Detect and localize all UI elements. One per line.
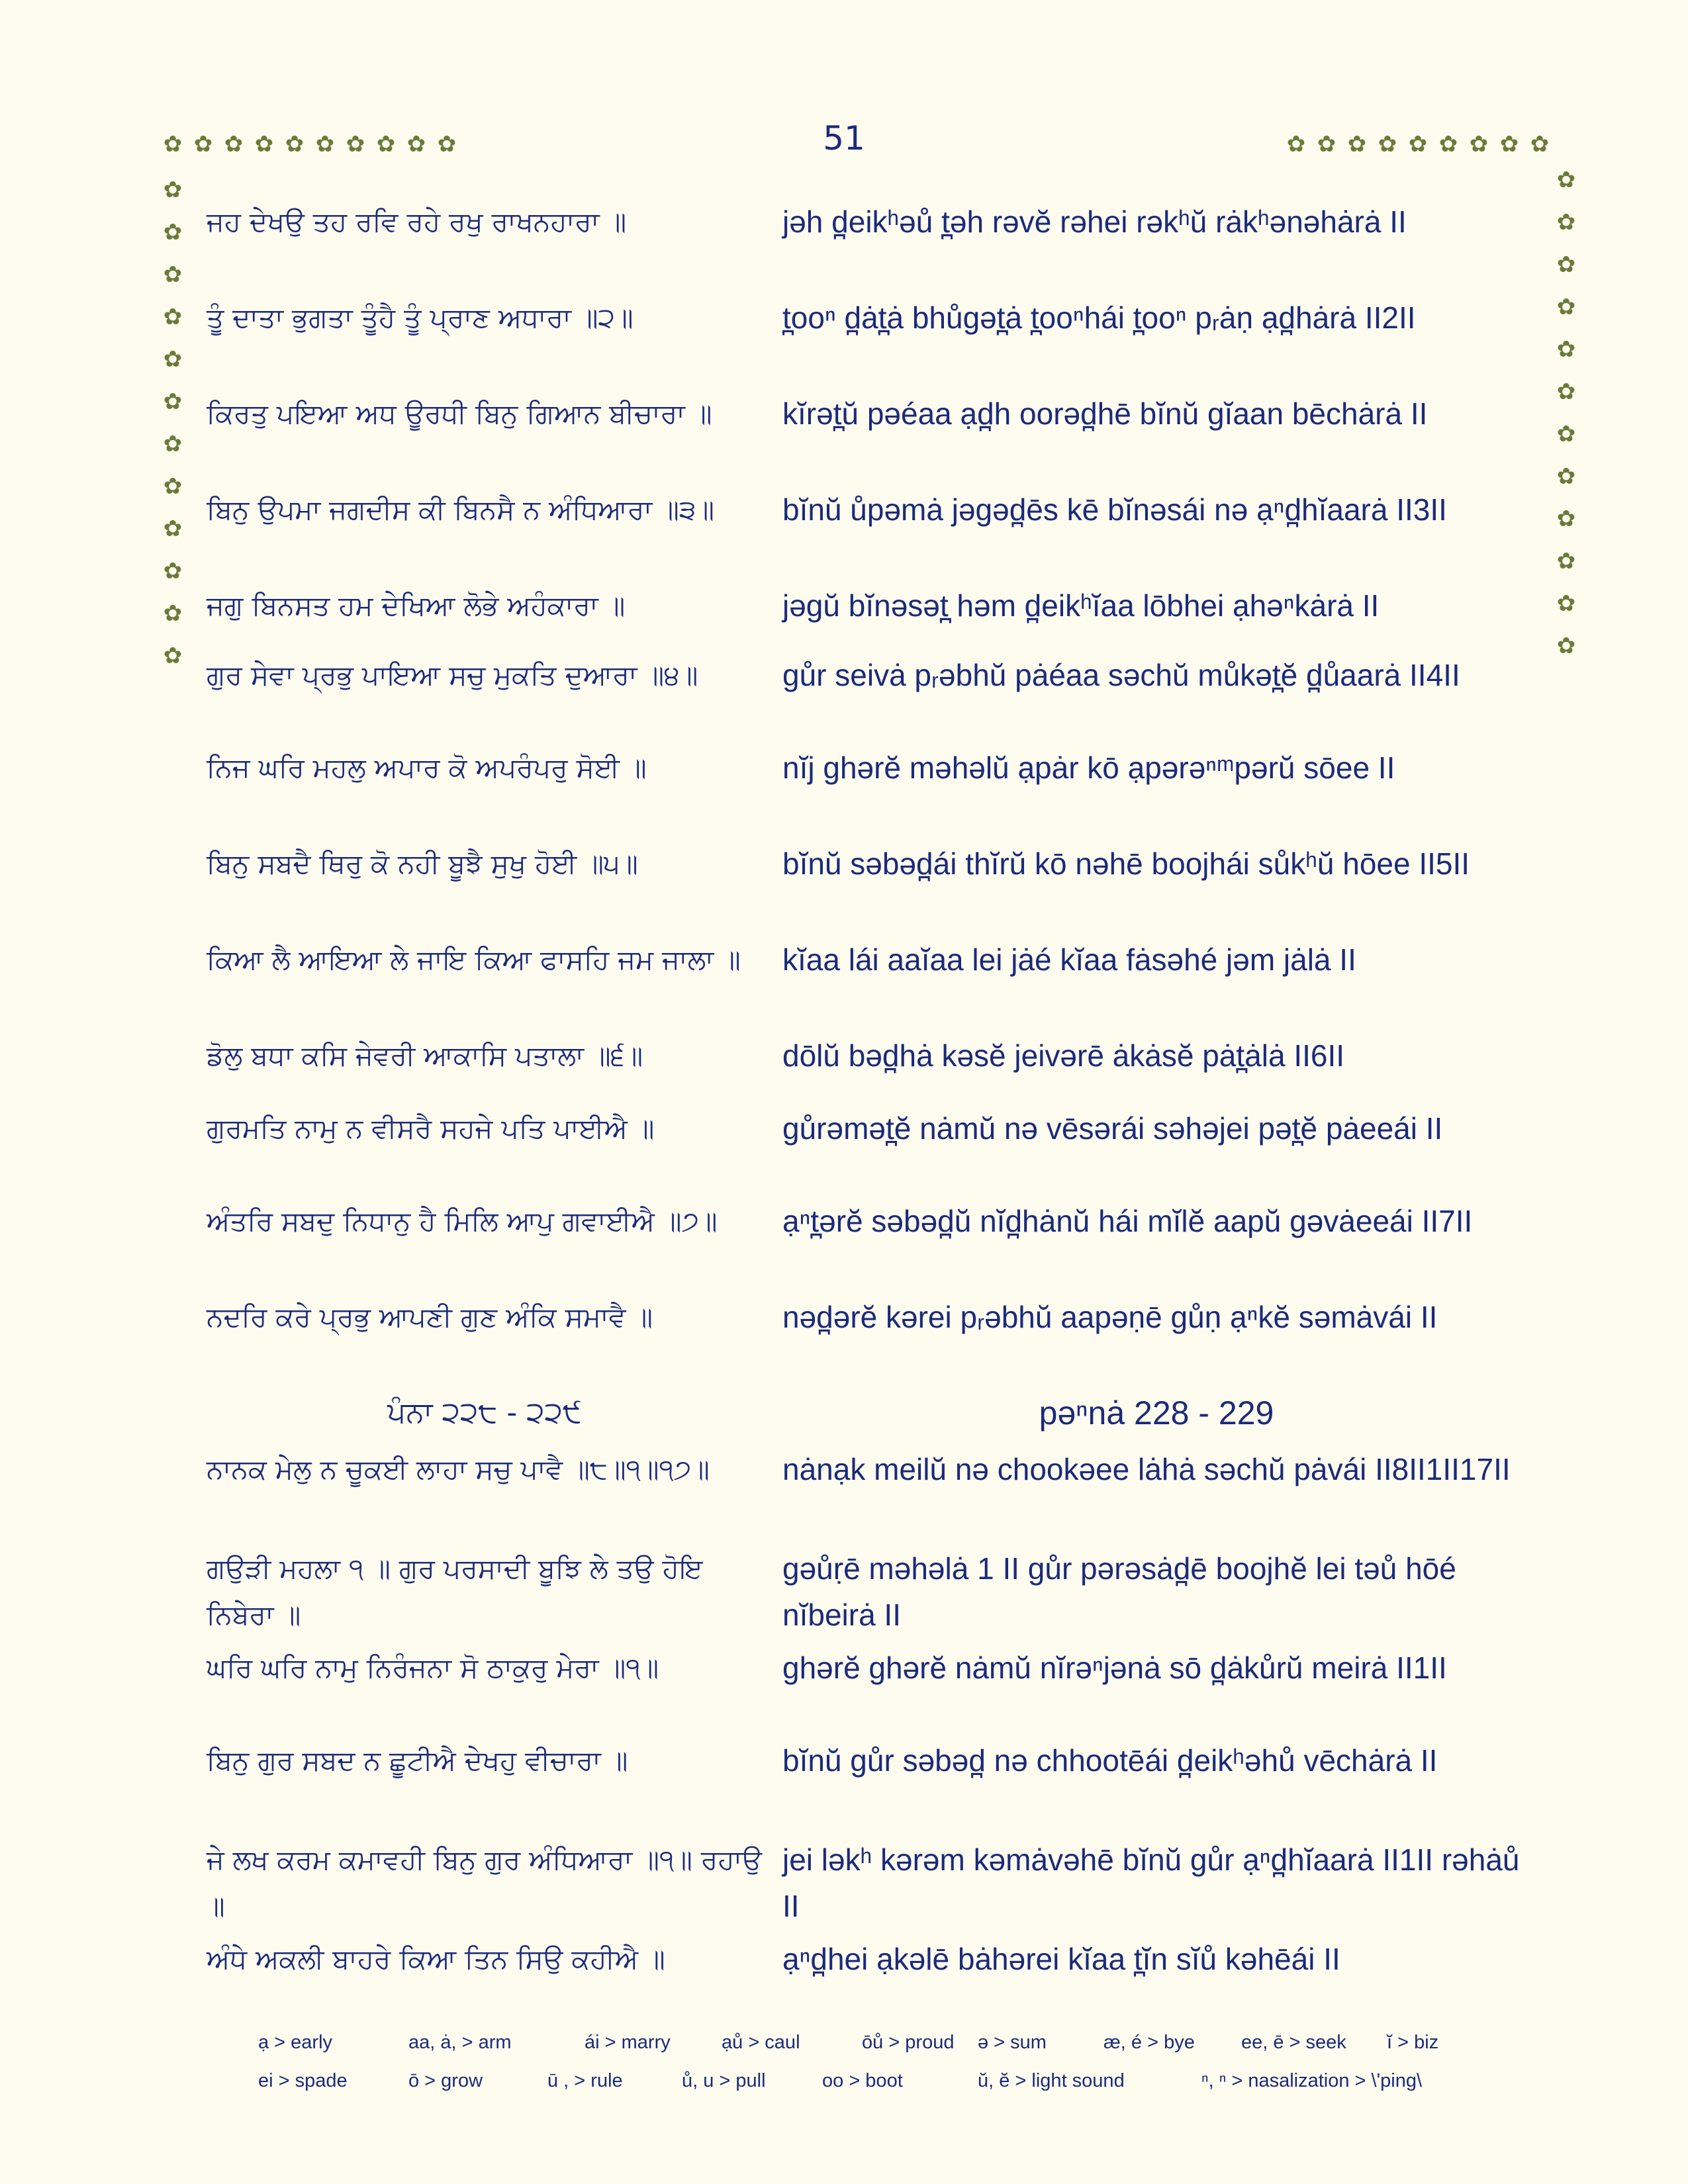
flower-icon: ✿: [346, 131, 365, 158]
ornament-left-column: [158, 169, 188, 677]
flower-icon: ✿: [193, 131, 213, 158]
page-number: 51: [823, 119, 865, 158]
flower-icon: ✿: [163, 558, 183, 584]
gurmukhi-line: ਜੇ ਲਖ ਕਰਮ ਕਮਾਵਹੀ ਬਿਨੁ ਗੁਰ ਅੰਧਿਆਰਾ ॥੧॥ ਰਹਾਉ ॥: [207, 1844, 762, 1922]
ornament-top-right: [1281, 129, 1555, 159]
flower-icon: ✿: [163, 600, 183, 627]
flower-icon: ✿: [406, 131, 426, 158]
flower-icon: ✿: [315, 131, 335, 158]
flower-icon: ✿: [376, 131, 396, 158]
transliteration-line: ạⁿd̪hei ạkəlē bȧhərei kĭaa t̪ĭn sĭů kəhēái II: [782, 1942, 1340, 1976]
pronunciation-legend: [258, 2032, 1489, 2109]
transliteration-line: nĭj ghərĕ məhəlŭ ạpȧr kō ạpərəⁿᵐpərŭ sōee II: [782, 751, 1395, 785]
legend-item: ŭ, ĕ > light sound: [978, 2070, 1125, 2091]
flower-icon: ✿: [1556, 209, 1576, 236]
legend-item: ei > spade: [258, 2070, 348, 2091]
flower-icon: ✿: [1530, 131, 1550, 158]
flower-icon: ✿: [163, 346, 183, 373]
gurmukhi-line: ਘਰਿ ਘਰਿ ਨਾਮੁ ਨਿਰੰਜਨਾ ਸੋ ਠਾਕੁਰੁ ਮੇਰਾ ॥੧॥: [207, 1652, 659, 1684]
transliteration-line: kĭaa lái aaĭaa lei jȧé kĭaa fȧsəhé jəm jȧlȧ II: [782, 942, 1356, 977]
flower-icon: ✿: [1286, 131, 1306, 158]
legend-item: ū , > rule: [547, 2070, 623, 2091]
gurmukhi-line: ਡੋਲੁ ਬਧਾ ਕਸਿ ਜੇਵਰੀ ਆਕਾਸਿ ਪਤਾਲਾ ॥੬॥: [207, 1040, 643, 1071]
gurmukhi-line: ਬਿਨੁ ਸਬਦੈ ਥਿਰੁ ਕੋ ਨਹੀ ਬੂਝੈ ਸੁਖੁ ਹੋਈ ॥੫॥: [207, 848, 638, 880]
flower-icon: ✿: [163, 131, 183, 158]
flower-icon: ✿: [163, 643, 183, 669]
legend-item: ōů > proud: [862, 2032, 955, 2053]
legend-item: ạ > early: [258, 2032, 333, 2053]
flower-icon: ✿: [1556, 294, 1576, 320]
transliteration-line: dōlŭ bəd̪hȧ kəsĕ jeivərē ȧkȧsĕ pȧt̪ȧlȧ II6II: [782, 1038, 1345, 1073]
flower-icon: ✿: [163, 516, 183, 542]
flower-icon: ✿: [1556, 463, 1576, 490]
transliteration-line: jəgŭ bĭnəsət̪ həm d̪eikʰĭaa lōbhei ạhəⁿkȧrȧ II: [782, 588, 1380, 623]
transliteration-line: bĭnŭ səbəd̪ái thĭrŭ kō nəhē boojhái sůkʰŭ hōee II5II: [782, 846, 1470, 881]
transliteration-line: t̪ooⁿ d̪ȧt̪ȧ bhůgət̪ȧ t̪ooⁿhái t̪ooⁿ pᵣȧṇ ạd̪hȧrȧ II2II: [782, 300, 1416, 335]
flower-icon: ✿: [1556, 421, 1576, 447]
gurmukhi-line: ਤੂੰ ਦਾਤਾ ਭੁਗਤਾ ਤੂੰਹੈ ਤੂੰ ਪ੍ਰਾਣ ਅਧਾਰਾ ॥੨॥: [207, 302, 633, 334]
legend-row: [258, 2032, 1489, 2070]
flower-icon: ✿: [163, 261, 183, 288]
gurmukhi-line: ਕਿਰਤੁ ਪਇਆ ਅਧ ਊਰਧੀ ਬਿਨੁ ਗਿਆਨ ਬੀਚਾਰਾ ॥: [207, 398, 712, 430]
flower-icon: ✿: [1378, 131, 1397, 158]
transliteration-line: kĭrət̪ŭ pəéaa ạd̪h oorəd̪hē bĭnŭ gĭaan bēchȧrȧ II: [782, 396, 1428, 431]
flower-icon: ✿: [437, 131, 457, 158]
transliteration-line: gůrəmət̪ĕ nȧmŭ nə vēsərái səhəjei pət̪ĕ pȧeeái II: [782, 1111, 1443, 1146]
legend-item: æ, é > bye: [1103, 2032, 1195, 2053]
page-reference-gurmukhi: ਪੰਨਾ ੨੨੮ - ੨੨੯: [387, 1396, 582, 1430]
flower-icon: ✿: [1408, 131, 1428, 158]
transliteration-line: bĭnŭ gůr səbəd̪ nə chhootēái d̪eikʰəhů vēchȧrȧ II: [782, 1743, 1438, 1778]
flower-icon: ✿: [1317, 131, 1336, 158]
flower-icon: ✿: [1438, 131, 1458, 158]
gurmukhi-line: ਜਹ ਦੇਖਉ ਤਹ ਰਵਿ ਰਹੇ ਰਖੁ ਰਾਖਨਹਾਰਾ ॥: [207, 206, 627, 238]
gurmukhi-line: ਬਿਨੁ ਉਪਮਾ ਜਗਦੀਸ ਕੀ ਬਿਨਸੈ ਨ ਅੰਧਿਆਰਾ ॥੩॥: [207, 494, 714, 525]
flower-icon: ✿: [1556, 590, 1576, 617]
flower-icon: ✿: [1556, 251, 1576, 278]
gurmukhi-line: ਬਿਨੁ ਗੁਰ ਸਬਦ ਨ ਛੂਟੀਐ ਦੇਖਹੁ ਵੀਚਾਰਾ ॥: [207, 1745, 628, 1776]
legend-item: ái > marry: [585, 2032, 671, 2053]
legend-item: ə > sum: [978, 2032, 1047, 2053]
flower-icon: ✿: [1556, 548, 1576, 574]
flower-icon: ✿: [163, 473, 183, 500]
gurmukhi-line: ਗੁਰ ਸੇਵਾ ਪ੍ਰਭੁ ਪਾਇਆ ਸਚੁ ਮੁਕਤਿ ਦੁਆਰਾ ॥੪॥: [207, 659, 698, 691]
flower-icon: ✿: [1556, 167, 1576, 193]
flower-icon: ✿: [163, 219, 183, 246]
transliteration-line: nȧnạk meilŭ nə chookəee lȧhȧ səchŭ pȧvái II8II1II17II: [782, 1452, 1511, 1486]
ornament-top-left: [158, 129, 462, 159]
flower-icon: ✿: [1556, 379, 1576, 405]
legend-item: ee, ē > seek: [1241, 2032, 1346, 2053]
transliteration-line: ạⁿt̪ərĕ səbəd̪ŭ nĭd̪hȧnŭ hái mĭlĕ aapŭ gəvȧeeái II7II: [782, 1204, 1473, 1238]
transliteration-line: bĭnŭ ůpəmȧ jəgəd̪ēs kē bĭnəsái nə ạⁿd̪hĭaarȧ II3II: [782, 492, 1447, 527]
legend-item: oo > boot: [822, 2070, 903, 2091]
legend-row: [258, 2070, 1489, 2109]
legend-item: ů, u > pull: [682, 2070, 766, 2091]
gurmukhi-line: ਜਗੁ ਬਿਨਸਤ ਹਮ ਦੇਖਿਆ ਲੋਭੇ ਅਹੰਕਾਰਾ ॥: [207, 590, 626, 621]
gurmukhi-line: ਨਦਰਿ ਕਰੇ ਪ੍ਰਭੁ ਆਪਣੀ ਗੁਣ ਅੰਕਿ ਸਮਾਵੈ ॥: [207, 1301, 653, 1333]
legend-item: ō > grow: [408, 2070, 483, 2091]
gurmukhi-line: ਅੰਤਰਿ ਸਬਦੁ ਨਿਧਾਨੁ ਹੈ ਮਿਲਿ ਆਪੁ ਗਵਾਈਐ ॥੭॥: [207, 1205, 718, 1237]
flower-icon: ✿: [163, 431, 183, 457]
flower-icon: ✿: [285, 131, 305, 158]
flower-icon: ✿: [163, 177, 183, 203]
gurmukhi-line: ਨਿਜ ਘਰਿ ਮਹਲੁ ਅਪਾਰ ਕੋ ਅਪਰੰਪਰੁ ਸੋਈ ॥: [207, 752, 647, 784]
legend-item: ạů > caul: [722, 2032, 800, 2053]
flower-icon: ✿: [163, 304, 183, 330]
gurmukhi-line: ਨਾਨਕ ਮੇਲੁ ਨ ਚੂਕਈ ਲਾਹਾ ਸਚੁ ਪਾਵੈ ॥੮॥੧॥੧੭॥: [207, 1453, 710, 1485]
transliteration-line: jei ləkʰ kərəm kəmȧvəhē bĭnŭ gůr ạⁿd̪hĭaarȧ II1II rəhȧů II: [782, 1843, 1520, 1923]
gurmukhi-line: ਗਉੜੀ ਮਹਲਾ ੧ ॥ ਗੁਰ ਪਰਸਾਦੀ ਬੂਝਿ ਲੇ ਤਉ ਹੋਇ ਨਿਬੇਰਾ ॥: [207, 1553, 703, 1631]
gurmukhi-line: ਅੰਧੇ ਅਕਲੀ ਬਾਹਰੇ ਕਿਆ ਤਿਨ ਸਿਉ ਕਹੀਐ ॥: [207, 1943, 665, 1975]
legend-item: aa, ȧ, > arm: [408, 2032, 512, 2053]
transliteration-line: gůr seivȧ pᵣəbhŭ pȧéaa səchŭ můkət̪ĕ d̪ůaarȧ II4II: [782, 658, 1460, 692]
flower-icon: ✿: [1556, 633, 1576, 659]
gurmukhi-line: ਗੁਰਮਤਿ ਨਾਮੁ ਨ ਵੀਸਰੈ ਸਹਜੇ ਪਤਿ ਪਾਈਐ ॥: [207, 1113, 655, 1144]
flower-icon: ✿: [1556, 506, 1576, 532]
legend-item: ĭ > biz: [1387, 2032, 1439, 2053]
flower-icon: ✿: [1347, 131, 1367, 158]
flower-icon: ✿: [1556, 336, 1576, 363]
legend-item: ⁿ, ⁿ > nasalization > \'ping\: [1201, 2070, 1423, 2091]
flower-icon: ✿: [163, 388, 183, 415]
transliteration-line: nəd̪ərĕ kərei pᵣəbhŭ aapəṇē gůṇ ạⁿkĕ səmȧvái II: [782, 1300, 1438, 1334]
flower-icon: ✿: [1499, 131, 1519, 158]
transliteration-line: gəůṛē məhəlȧ 1 II gůr pərəsȧd̪ē boojhĕ lei təů hōé nĭbeirȧ II: [782, 1551, 1456, 1632]
ornament-right-column: [1551, 159, 1581, 667]
flower-icon: ✿: [254, 131, 274, 158]
flower-icon: ✿: [224, 131, 244, 158]
gurmukhi-line: ਕਿਆ ਲੈ ਆਇਆ ਲੇ ਜਾਇ ਕਿਆ ਫਾਸਹਿ ਜਮ ਜਾਲਾ ॥: [207, 944, 741, 976]
page-reference-transliteration: pəⁿnȧ 228 - 229: [1039, 1394, 1274, 1432]
transliteration-line: jəh d̪eikʰəů t̪əh rəvĕ rəhei rəkʰŭ rȧkʰənəhȧrȧ II: [782, 205, 1407, 239]
transliteration-line: ghərĕ ghərĕ nȧmŭ nĭrəⁿjənȧ sō d̪ȧkůrŭ meirȧ II1II: [782, 1651, 1447, 1685]
flower-icon: ✿: [1469, 131, 1489, 158]
